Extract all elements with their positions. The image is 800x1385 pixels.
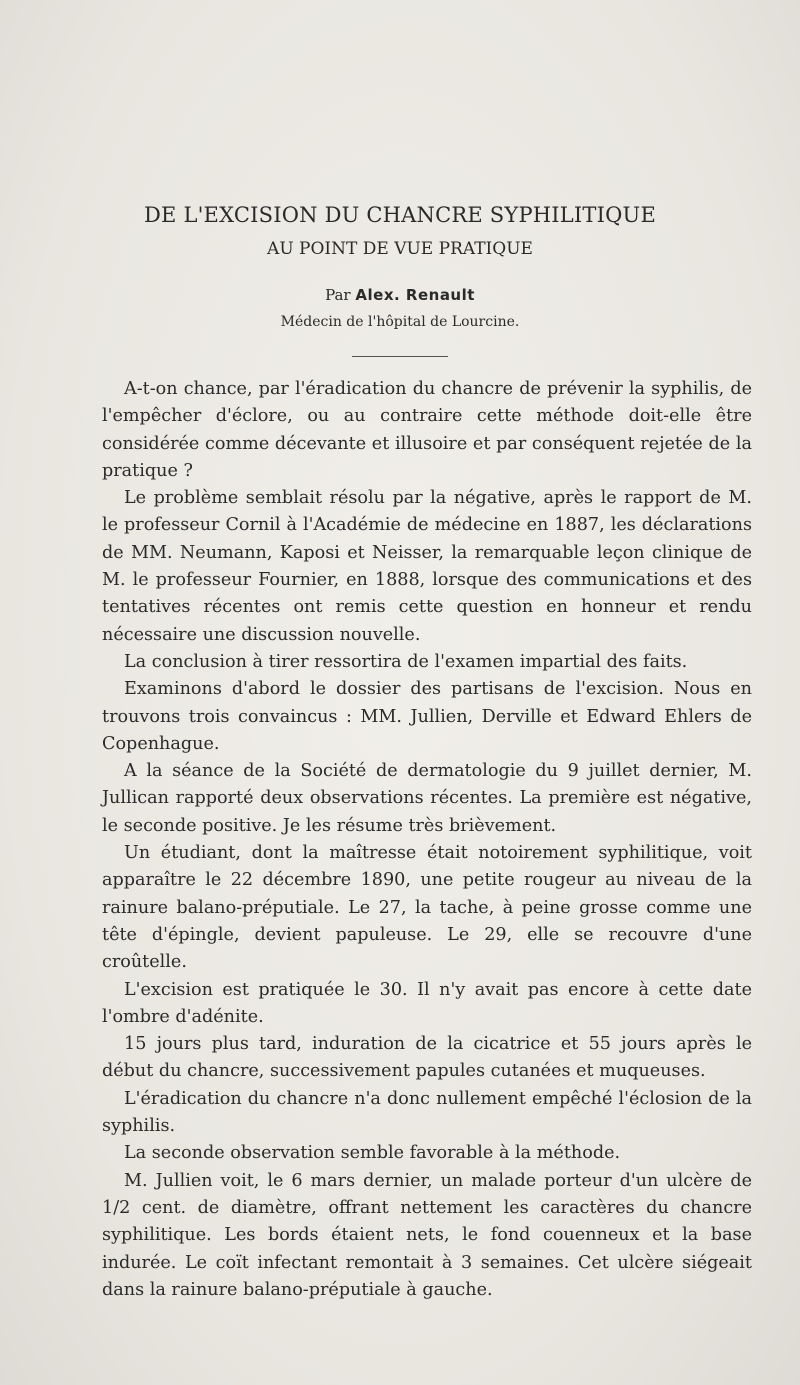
paragraph: Le problème semblait résolu par la négative, après le rapport de M. le professeur Cornil à l'Académie de médecine en 1887, les déclarations de MM. Neumann, Kaposi et Neisser, la remarquable leçon clinique de M. le professeur Fournier, en 1888, lorsque des communications et des tentatives récentes ont remis cette question en honneur et rendu nécessaire une discussion nouvelle. <box>102 488 752 645</box>
article-subtitle: AU POINT DE VUE PRATIQUE <box>267 239 533 259</box>
byline <box>0 286 800 304</box>
paragraph: Un étudiant, dont la maîtresse était notoirement syphilitique, voit apparaître le 22 décembre 1890, une petite rougeur au niveau de la rainure balano-préputiale. Le 27, la tache, à peine grosse comme une tête d'épingle, devient papuleuse. Le 29, elle se recouvre d'une croûtelle. <box>102 843 752 973</box>
paragraph: L'éradication du chancre n'a donc nullement empêché l'éclosion de la syphilis. <box>102 1088 752 1137</box>
paragraph: M. Jullien voit, le 6 mars dernier, un malade porteur d'un ulcère de 1/2 cent. de diamètre, offrant nettement les caractères du chancre syphilitique. Les bords étaient nets, le fond couenneux et la base indurée. Le coït infectant remontait à 3 semaines. Cet ulcère siégeait dans la rainure balano-préputiale à gauche. <box>102 1170 752 1300</box>
paragraph: Examinons d'abord le dossier des partisans de l'excision. Nous en trouvons trois convaincus : MM. Jullien, Derville et Edward Ehlers de Copenhague. <box>102 679 752 754</box>
paragraph: L'excision est pratiquée le 30. Il n'y avait pas encore à cette date l'ombre d'adénite. <box>102 979 752 1027</box>
paragraph: La seconde observation semble favorable à la méthode. <box>124 1143 621 1164</box>
article-body <box>102 376 752 1304</box>
paragraph: 15 jours plus tard, induration de la cicatrice et 55 jours après le début du chancre, successivement papules cutanées et muqueuses. <box>102 1034 752 1082</box>
byline-prefix: Par <box>325 286 351 304</box>
paragraph: La conclusion à tirer ressortira de l'examen impartial des faits. <box>124 651 688 672</box>
author-name: Alex. Renault <box>355 286 475 304</box>
author-affiliation: Médecin de l'hôpital de Lourcine. <box>280 314 520 330</box>
title-divider <box>352 356 448 357</box>
article-title: DE L'EXCISION DU CHANCRE SYPHILITIQUE <box>144 203 656 227</box>
paragraph: A-t-on chance, par l'éradication du chancre de prévenir la syphilis, de l'empêcher d'éclore, ou au contraire cette méthode doit-elle être considérée comme décevante et illusoire et par conséquent rejetée de la pratique ? <box>102 379 752 481</box>
paragraph: A la séance de la Société de dermatologie du 9 juillet dernier, M. Jullican rapporté deux observations récentes. La première est négative, le seconde positive. Je les résume très brièvement. <box>102 761 752 836</box>
